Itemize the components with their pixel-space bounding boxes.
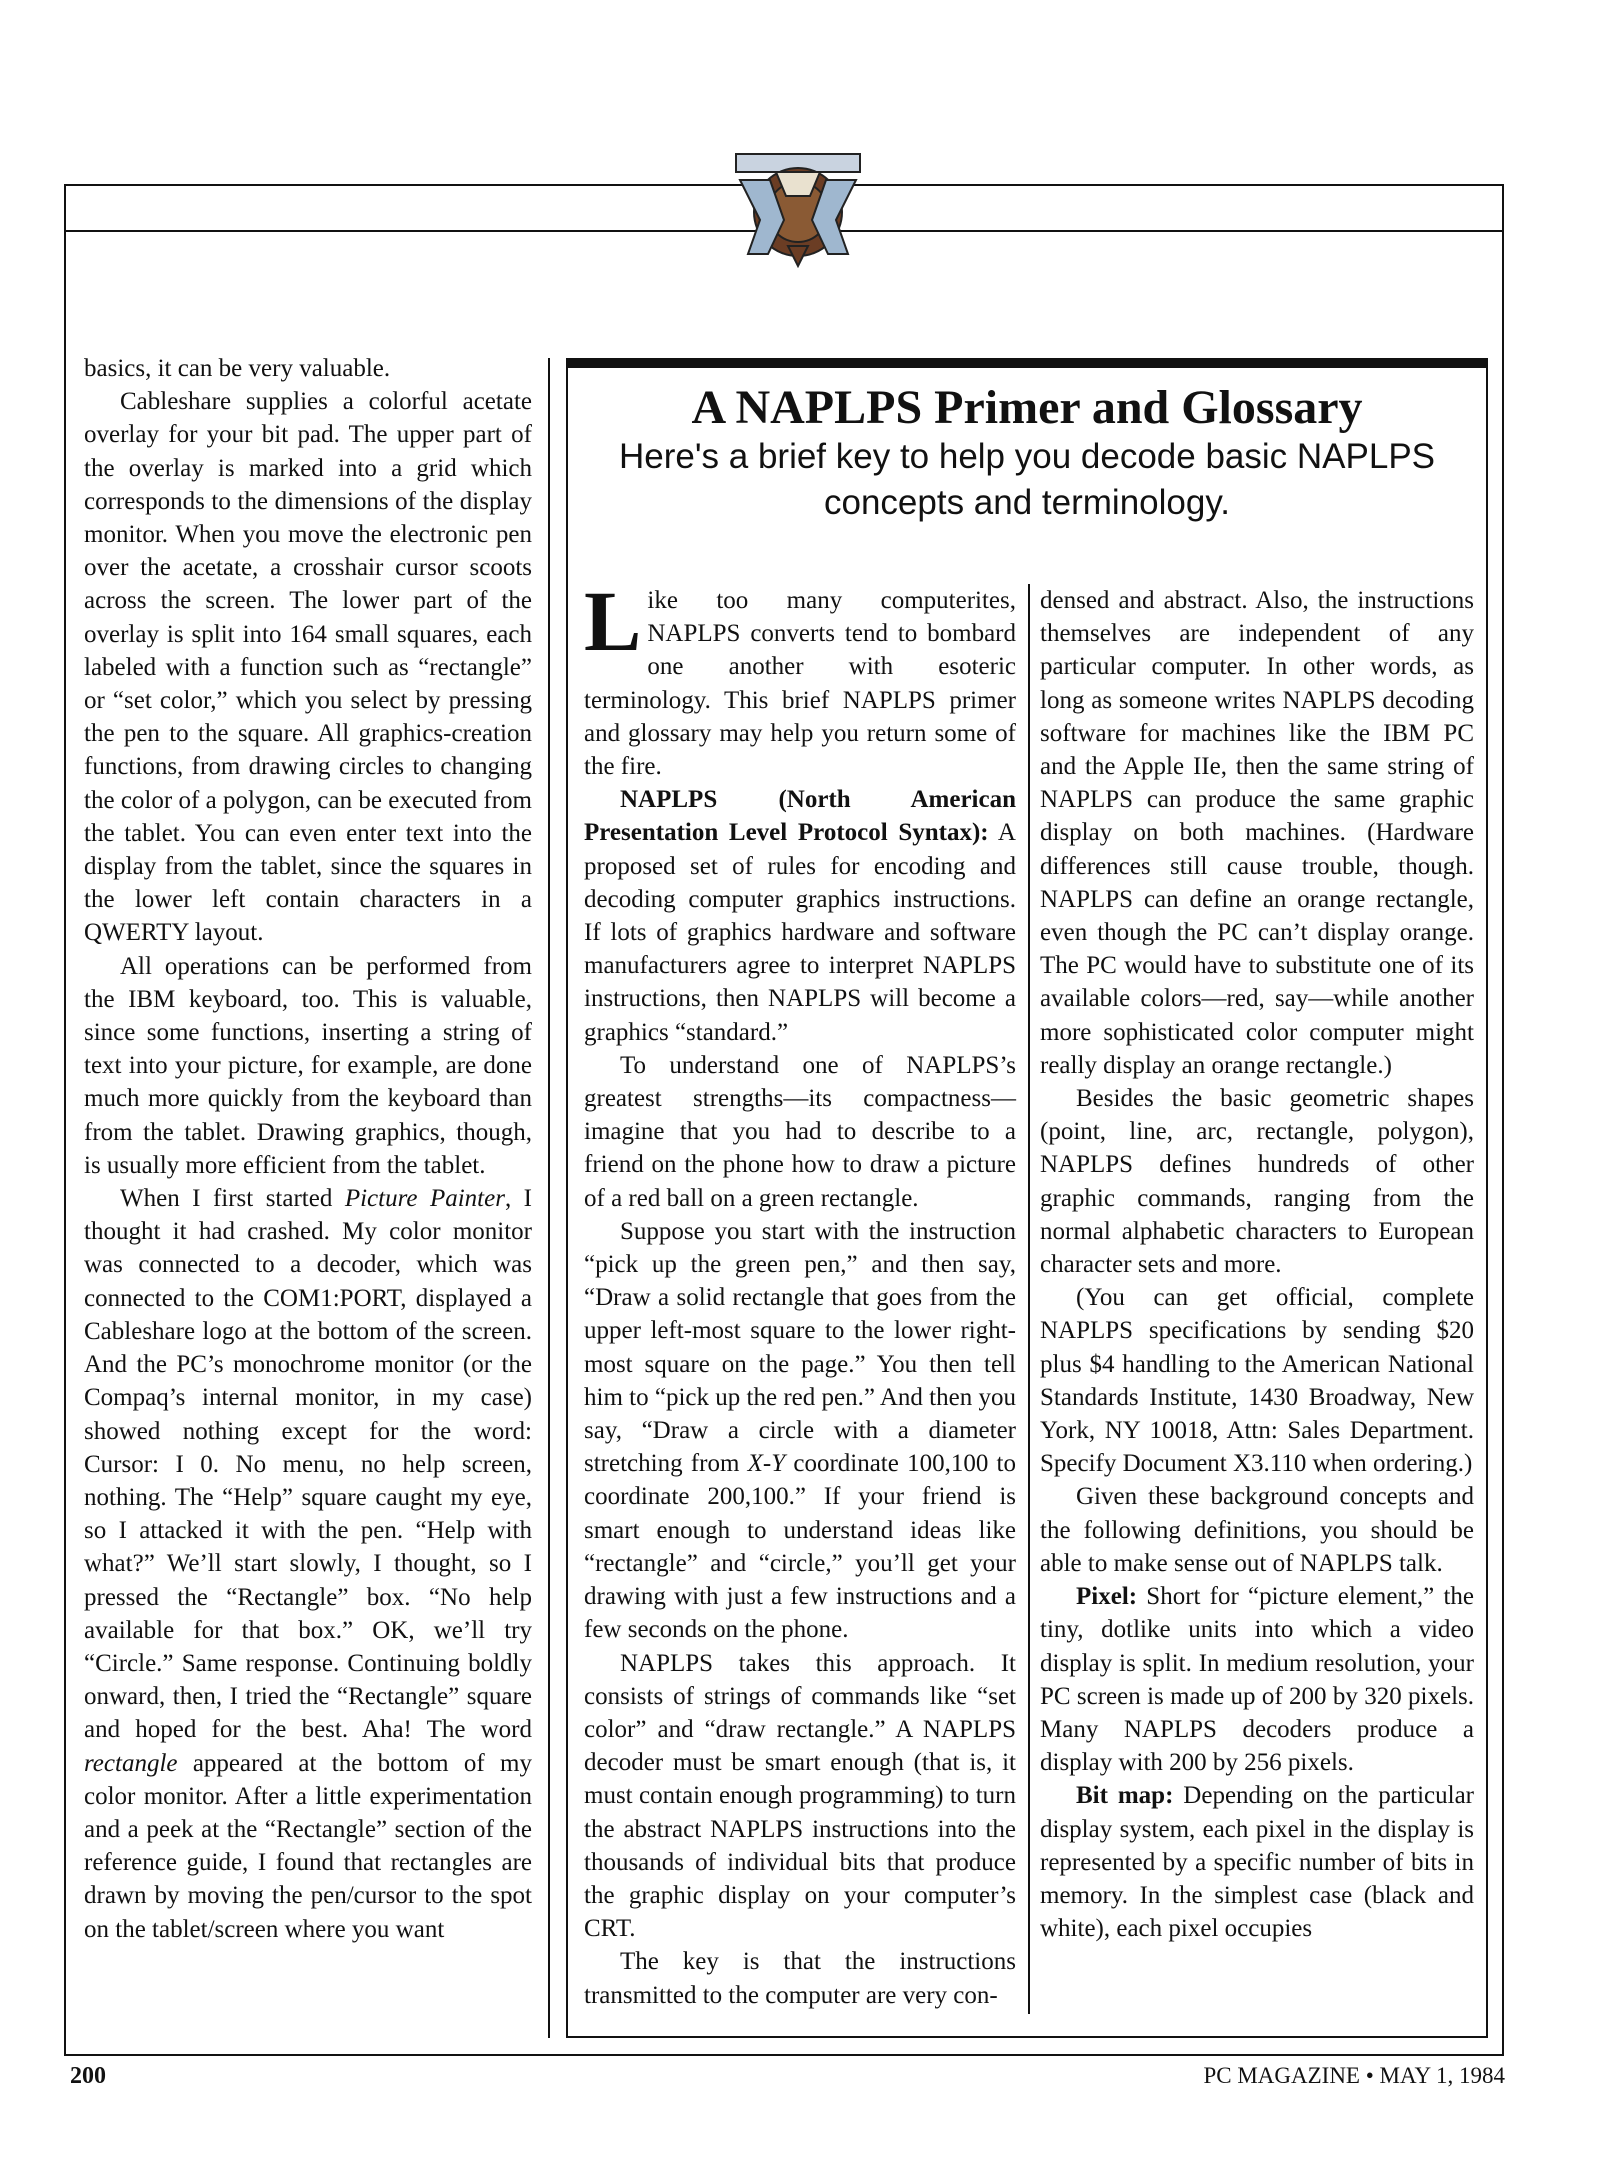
glossary-definition: Depending on the particular display system, each pixel in the display is represented by a specific number of bits in memory. In the simplest case (black and white), each pixel occupies — [1040, 1782, 1475, 1943]
glossary-definition: A proposed set of rules for encoding and decoding computer graphics instructions. If lots of graphics hardware and software manufacturers agree to interpret NAPLPS instructions, then NAPLPS will become a graphics “standard.” — [584, 819, 1016, 1046]
sidebar-top-bar — [566, 358, 1488, 368]
italic-word: X-Y — [747, 1450, 786, 1478]
glossary-term: Bit map: — [1076, 1782, 1174, 1810]
glossary-entry — [1040, 1580, 1474, 1779]
page-frame-bottom — [64, 2054, 1504, 2056]
paragraph: The key is that the instructions transmitted to the computer are very con- — [584, 1948, 1016, 2009]
paragraph: basics, it can be very valuable. — [84, 355, 391, 382]
sidebar-subtitle: Here's a brief key to help you decode basic NAPLPS concepts and terminology. — [618, 437, 1436, 522]
text-run: appeared at the bottom of my color monitor. After a little experimentation and a peek at the “Rectangle” section of the reference guide, I found that rectangles are drawn by moving the pen/cursor to the spot on the tablet/screen where you want — [84, 1749, 532, 1943]
sidebar-middle-column — [584, 573, 1016, 2012]
text-run: coordinate 100,100 to coordinate 200,100.” If your friend is smart enough to understand ideas like “rectangle” and “circle,” you’ll get your drawing with just a few instructions and a few seconds on the phone. — [584, 1450, 1016, 1644]
sidebar-column-rule — [1028, 584, 1030, 2014]
glossary-entry — [584, 783, 1016, 1049]
paragraph: densed and abstract. Also, the instructions themselves are independent of any particular computer. In other words, as long as someone writes NAPLPS decoding software for machines like the IBM PC and the Apple IIe, then the same string of NAPLPS can produce the same graphic display on both machines. (Hardware differences still cause trouble, though. NAPLPS can define an orange rectangle, even though the PC can’t display orange. The PC would have to substitute one of its available colors—red, say—while another more sophisticated color computer might really display an orange rectangle.) — [1040, 587, 1474, 1079]
paragraph: All operations can be performed from the IBM keyboard, too. This is valuable, since some functions, inserting a string of text into your picture, for example, are done much more quickly from the keyboard than from the tablet. Drawing graphics, though, is usually more efficient from the tablet. — [84, 952, 532, 1179]
text-run: Suppose you start with the instruction “pick up the green pen,” and then say, “Draw a solid rectangle that goes from the upper left-most square to the lower right-most square on the page.” You then tell him to “pick up the red pen.” And then you say, “Draw a circle with a diameter stretching from — [584, 1217, 1016, 1478]
paragraph — [584, 573, 1016, 783]
column-rule — [548, 358, 550, 2038]
italic-word: rectangle — [84, 1749, 178, 1777]
text-run: When I first started — [120, 1185, 345, 1213]
sidebar-right-column — [1040, 584, 1474, 1945]
page-frame-left — [64, 230, 66, 2056]
text-run: , I thought it had crashed. My color monitor was connected to a decoder, which was connected to the COM1:PORT, displayed a Cableshare logo at the bottom of the screen. And the PC’s monochrome monitor (or the Compaq’s internal monitor, in my case) showed nothing except for the word: Cursor: I 0. No menu, no help screen, nothing. The “Help” square caught my eye, so I attacked it with the pen. “Help with what?” We’ll start slowly, I thought, so I pressed the “Rectangle” box. “No help available for that box.” OK, we’ll try “Circle.” Same response. Continuing boldly onward, then, I tried the “Rectangle” square and hoped for the best. Aha! The word — [84, 1185, 532, 1744]
page-number: 200 — [70, 2063, 106, 2089]
paragraph: Besides the basic geometric shapes (point, line, arc, rectangle, polygon), NAPLPS defines hundreds of other graphic commands, ranging from the normal alphabetic characters to European character sets and more. — [1040, 1085, 1474, 1279]
paragraph: Given these background concepts and the following definitions, you should be able to make sense out of NAPLPS talk. — [1040, 1483, 1474, 1577]
drop-cap: L — [584, 573, 642, 669]
section-logo-icon — [730, 150, 866, 268]
page-frame-right — [1502, 230, 1504, 2056]
paragraph — [84, 1182, 532, 1946]
glossary-definition: Short for “picture element,” the tiny, dotlike units into which a video display is split. In medium resolution, your PC screen is made up of 200 by 320 pixels. Many NAPLPS decoders produce a display with 200 by 256 pixels. — [1040, 1583, 1474, 1777]
glossary-term: NAPLPS (North American Presentation Level Protocol Syntax): — [584, 786, 1016, 847]
left-column — [84, 352, 532, 1946]
paragraph: (You can get official, complete NAPLPS specifications by sending $20 plus $4 handling to the American National Standards Institute, 1430 Broadway, New York, NY 10018, Attn: Sales Department. Specify Document X3.110 when ordering.) — [1040, 1284, 1474, 1478]
sidebar-title: A NAPLPS Primer and Glossary — [691, 381, 1363, 434]
paragraph: NAPLPS takes this approach. It consists of strings of commands like “set color” and “draw rectangle.” A NAPLPS decoder must be smart enough (that is, it must contain enough programming) to turn the abstract NAPLPS instructions into the thousands of individual bits that produce the graphic display on your computer’s CRT. — [584, 1649, 1016, 1943]
paragraph: To understand one of NAPLPS’s greatest strengths—its compactness—imagine that you had to describe to a friend on the phone how to draw a picture of a red ball on a green rectangle. — [584, 1051, 1016, 1212]
glossary-entry — [1040, 1779, 1474, 1945]
publication-line: PC MAGAZINE • MAY 1, 1984 — [1203, 2063, 1505, 2088]
paragraph — [584, 1215, 1016, 1647]
paragraph: Cableshare supplies a colorful acetate overlay for your bit pad. The upper part of the overlay is marked into a grid which corresponds to the dimensions of the display monitor. When you move the electronic pen over the acetate, a crosshair cursor scoots across the screen. The lower part of the overlay is split into 164 small squares, each labeled with a function such as “rectangle” or “set color,” which you select by pressing the pen to the square. All graphics-creation functions, from drawing circles to changing the color of a polygon, can be executed from the tablet. You can even enter text into the display from the tablet, since the squares in the lower left contain characters in a QWERTY layout. — [84, 388, 532, 947]
text-run: ike too many computerites, NAPLPS converts tend to bombard one another with esoteric terminology. This brief NAPLPS primer and glossary may help you return some of the fire. — [584, 587, 1016, 781]
glossary-term: Pixel: — [1076, 1583, 1138, 1611]
italic-title: Picture Painter — [344, 1185, 505, 1213]
